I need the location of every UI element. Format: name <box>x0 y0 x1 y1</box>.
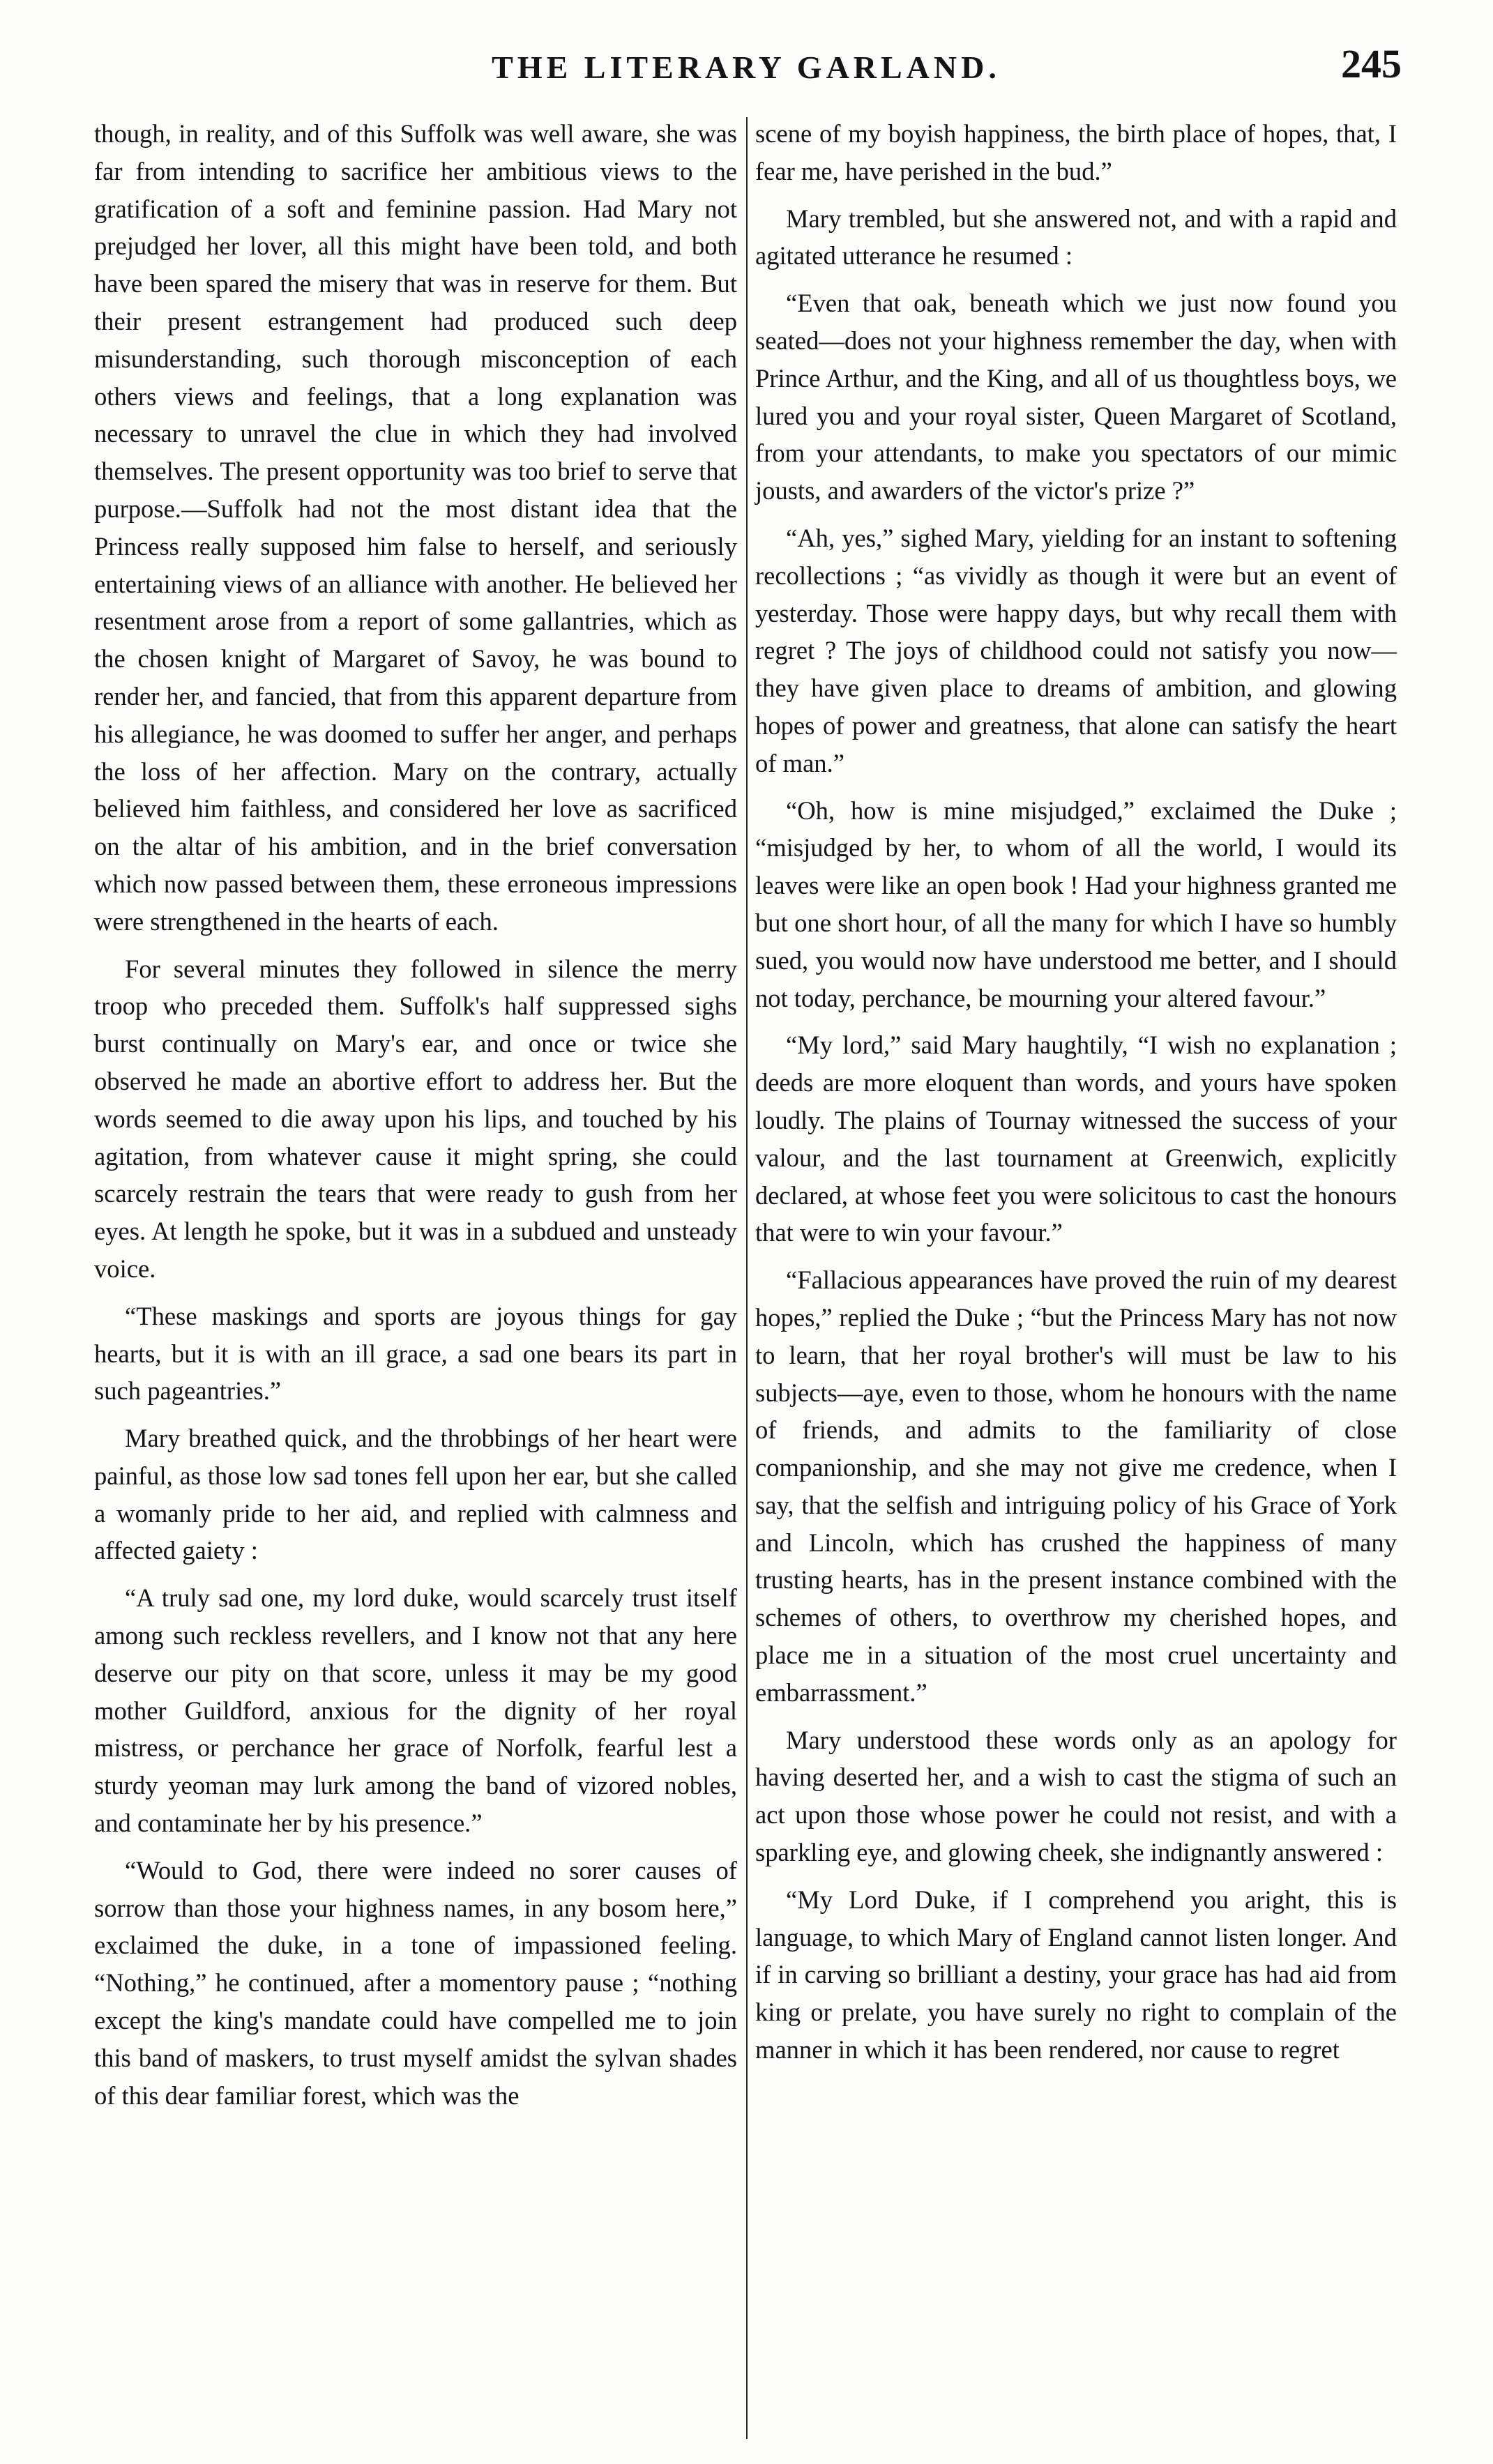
column-divider <box>746 117 748 2439</box>
paragraph: “A truly sad one, my lord duke, would scarcely trust itself among such reckless revellers, and I know not that any here deserve our pity on that score, unless it may be my good mother Guildford, anxious for the dignity of her royal mistress, or perchance her grace of Norfolk, fearful lest a sturdy yeoman may lurk among the band of vizored nobles, and contaminate her by his presence.” <box>94 1583 737 1838</box>
paragraph: “Even that oak, beneath which we just now found you seated—does not your highness remember the day, when with Prince Arthur, and the King, and all of us thoughtless boys, we lured you and your royal sister, Queen Margaret of Scotland, from your attendants, to make you spectators of our mimic jousts, and awarders of the victor's prize ?” <box>755 289 1397 505</box>
page-number: 245 <box>1341 41 1402 86</box>
running-title: THE LITERARY GARLAND. <box>492 50 1001 85</box>
paragraph: “Fallacious appearances have proved the ruin of my dearest hopes,” replied the Duke ; “but the Princess Mary has not now to learn, that her royal brother's will must be law to his subjects—aye, even to those, whom he honours with the name of friends, and admits to the familiarity of close companionship, and she may not give me credence, when I say, that the selfish and intriguing policy of his Grace of York and Lincoln, which has crushed the happiness of many trusting hearts, has in the present instance combined with the schemes of others, to overthrow my cherished hopes, and place me in a situation of the most cruel uncertainty and embarrassment.” <box>755 1265 1397 1707</box>
paragraph: “My Lord Duke, if I comprehend you aright, this is language, to which Mary of England cannot listen longer. And if in carving so brilliant a destiny, your grace has had aid from king or prelate, you have surely no right to complain of the manner in which it has been rendered, nor cause to regret <box>755 1885 1397 2064</box>
page-header <box>91 40 1402 103</box>
paragraph: Mary breathed quick, and the throbbings of her heart were painful, as those low sad tones fell upon her ear, but she called a womanly pride to her aid, and replied with calmness and affected gaiety : <box>94 1424 737 1565</box>
paragraph: “These maskings and sports are joyous things for gay hearts, but it is with an ill grace, a sad one bears its part in such pageantries.” <box>94 1301 737 1406</box>
paragraph: “Ah, yes,” sighed Mary, yielding for an instant to softening recollections ; “as vividly as though it were but an event of yesterday. Those were happy days, but why recall them with regret ? The joys of childhood could not satisfy you now—they have given place to dreams of ambition, and glowing hopes of power and greatness, that alone can satisfy the heart of man.” <box>755 523 1397 777</box>
paragraph: “Oh, how is mine misjudged,” exclaimed the Duke ; “misjudged by her, to whom of all the world, I would its leaves were like an open book ! Had your highness granted me but one short hour, of all the many for which I have so humbly sued, you would now have understood me better, and I should not today, perchance, be mourning your altered favour.” <box>755 796 1397 1012</box>
paragraph: Mary understood these words only as an apology for having deserted her, and a wish to cast the stigma of such an act upon those whose power he could not resist, and with a sparkling eye, and glowing cheek, she indignantly answered : <box>755 1725 1397 1867</box>
paragraph: For several minutes they followed in silence the merry troop who preceded them. Suffolk's half suppressed sighs burst continually on Mary's ear, and once or twice she observed he made an abortive effort to address her. But the words seemed to die away upon his lips, and touched by his agitation, from whatever cause it might spring, she could scarcely restrain the tears that were ready to gush from her eyes. At length he spoke, but it was in a subdued and unsteady voice. <box>94 954 737 1283</box>
paragraph: though, in reality, and of this Suffolk was well aware, she was far from intending to sacrifice her ambitious views to the gratification of a soft and feminine passion. Had Mary not prejudged her lover, all this might have been told, and both have been spared the misery that was in reserve for them. But their present estrangement had produced such deep misunderstanding, such thorough misconception of each others views and feelings, that a long explanation was necessary to unravel the clue in which they had involved themselves. The present opportunity was too brief to serve that purpose.—Suffolk had not the most distant idea that the Princess really supposed him false to herself, and seriously entertaining views of an alliance with another. He believed her resentment arose from a report of some gallantries, which as the chosen knight of Margaret of Savoy, he was bound to render her, and fancied, that from this apparent departure from his allegiance, he was doomed to suffer her anger, and perhaps the loss of her affection. Mary on the contrary, actually believed him faithless, and considered her love as sacrificed on the altar of his ambition, and in the brief conversation which now passed between them, these erroneous impressions were strengthened in the hearts of each. <box>94 119 737 936</box>
paragraph: “My lord,” said Mary haughtily, “I wish no explanation ; deeds are more eloquent than words, and yours have spoken loudly. The plains of Tournay witnessed the success of your valour, and the last tournament at Greenwich, explicitly declared, at whose feet you were solicitous to cast the honours that were to win your favour.” <box>755 1031 1397 1247</box>
paragraph: “Would to God, there were indeed no sorer causes of sorrow than those your highness names, in any bosom here,” exclaimed the duke, in a tone of impassioned feeling. “Nothing,” he continued, after a momentory pause ; “nothing except the king's mandate could have compelled me to join this band of maskers, to trust myself amidst the sylvan shades of this dear familiar forest, which was the <box>94 1855 737 2110</box>
paragraph: scene of my boyish happiness, the birth place of hopes, that, I fear me, have perished in the bud.” <box>755 119 1397 185</box>
paragraph: Mary trembled, but she answered not, and with a rapid and agitated utterance he resumed : <box>755 204 1397 271</box>
left-text-column <box>94 115 737 2124</box>
right-text-column <box>755 115 1397 2078</box>
